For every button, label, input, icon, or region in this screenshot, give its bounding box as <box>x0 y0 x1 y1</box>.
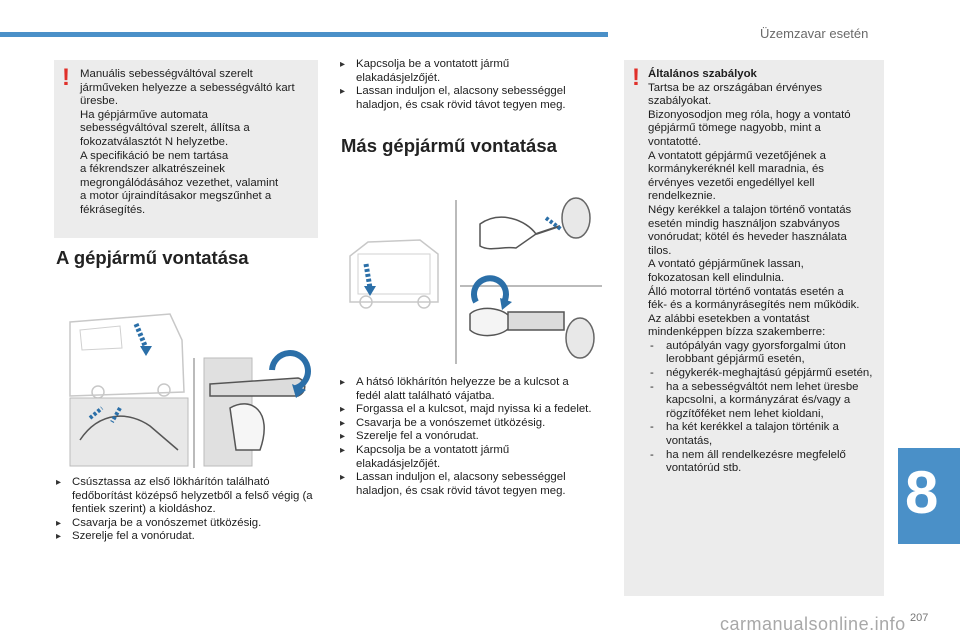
step-screw-eye-rear: ▸ Csavarja be a vonószemet ütközésig. <box>340 417 596 431</box>
case-two-wheels: - ha két kerékkel a talajon történik a vontatás, <box>648 421 882 448</box>
step-fit-bar: ▸ Szerelje fel a vonórudat. <box>56 530 316 544</box>
section-title: Üzemzavar esetén <box>760 26 869 41</box>
general-rules-text: Általános szabályok Tartsa be az országában érvényes szabályokat. Bizonyosodjon meg róla, hogy a vontató gépjármű tömege nagyobb, mint a vontatotté. A vontatott gépjármű vezetőjének a kormánykeréknél kell maradnia, és érvényes vezetői engedéllyel kell rendelkeznie. Négy kerékkel a talajon történő vontatás esetén mindig használjon szabványos vonórudat; kötél és heveder használata tilos. A vontató gépjárműnek lassan, fokozatosan kell elindulnia. Álló motorral történő vontatás esetén a fék- és a kormányrásegítés nem működik. Az alábbi esetekben a vontatást mindenképpen bízza szakemberre: - autópályán vagy gyorsforgalmi úton lerobbant gépjármű esetén, - négykerék-meghajtású gépjármű esetén, - ha a sebességváltót nem lehet üresbe kapcsolni, a kormányzárat és/vagy a rögzítőféket nem lehet kioldani, - ha két kerékkel a talajon történik a vontatás, - ha nem áll rendelkezésre megfelelő vontatórúd stb. <box>648 68 882 476</box>
step-screw-eye: ▸ Csavarja be a vonószemet ütközésig. <box>56 517 316 531</box>
case-gearbox-locked: - ha a sebességváltót nem lehet üresbe kapcsolni, a kormányzárat és/vagy a rögzítőféket nem lehet kioldani, <box>648 381 882 422</box>
steps-rear-towing <box>340 376 596 498</box>
step-turn-key: ▸ Forgassa el a kulcsot, majd nyissa ki a fedelet. <box>340 403 596 417</box>
case-4wd: - négykerék-meghajtású gépjármű esetén, <box>648 367 882 381</box>
general-rules-title: Általános szabályok <box>648 68 757 80</box>
heading-towing-vehicle: A gépjármű vontatása <box>56 247 249 268</box>
step-drive-slowly-rear: ▸ Lassan induljon el, alacsony sebességgel haladjon, és csak rövid távot tegyen meg. <box>340 471 596 498</box>
warning-text-gearbox: Manuális sebességváltóval szerelt járműveken helyezze a sebességváltó kart üresbe. Ha gépjárműve automata sebességváltóval szerelt, állítsa a fokozatválasztót N helyzetbe. A specifikáció be nem tartása a fékrendszer alkatrészeinek megrongálódásához vezethet, valamint a motor újraindításakor megszűnhet a fékrásegítés. <box>80 68 295 216</box>
top-accent-bar <box>0 32 608 37</box>
rear-towing-illustration <box>340 190 608 370</box>
heading-towing-another-vehicle: Más gépjármű vontatása <box>341 135 557 156</box>
step-insert-key: ▸ A hátsó lökhárítón helyezze be a kulcsot a fedél alatt található vájatba. <box>340 376 596 403</box>
step-slide-cover: ▸ Csúsztassa az első lökhárítón található fedőborítást középső helyzetből a felső végig (a fentiek szerint) a kioldáshoz. <box>56 476 316 517</box>
chapter-number: 8 <box>905 459 939 526</box>
step-hazard-lights-rear: ▸ Kapcsolja be a vontatott jármű elakadásjelzőjét. <box>340 444 596 471</box>
case-motorway: - autópályán vagy gyorsforgalmi úton lerobbant gépjármű esetén, <box>648 340 882 367</box>
watermark: carmanualsonline.info <box>720 614 906 634</box>
page-number: 207 <box>910 612 929 624</box>
step-drive-slowly: ▸ Lassan induljon el, alacsony sebességgel haladjon, és csak rövid távot tegyen meg. <box>340 85 594 112</box>
case-no-tow-bar: - ha nem áll rendelkezésre megfelelő vontatórúd stb. <box>648 449 882 476</box>
warning-icon-rules: ! <box>632 64 640 91</box>
step-hazard-lights: ▸ Kapcsolja be a vontatott jármű elakadásjelzőjét. <box>340 58 594 85</box>
front-towing-illustration <box>60 300 320 472</box>
step-fit-bar-rear: ▸ Szerelje fel a vonórudat. <box>340 430 596 444</box>
steps-top-col2 <box>340 58 594 112</box>
warning-icon: ! <box>62 64 70 91</box>
steps-front-towing <box>56 476 316 544</box>
